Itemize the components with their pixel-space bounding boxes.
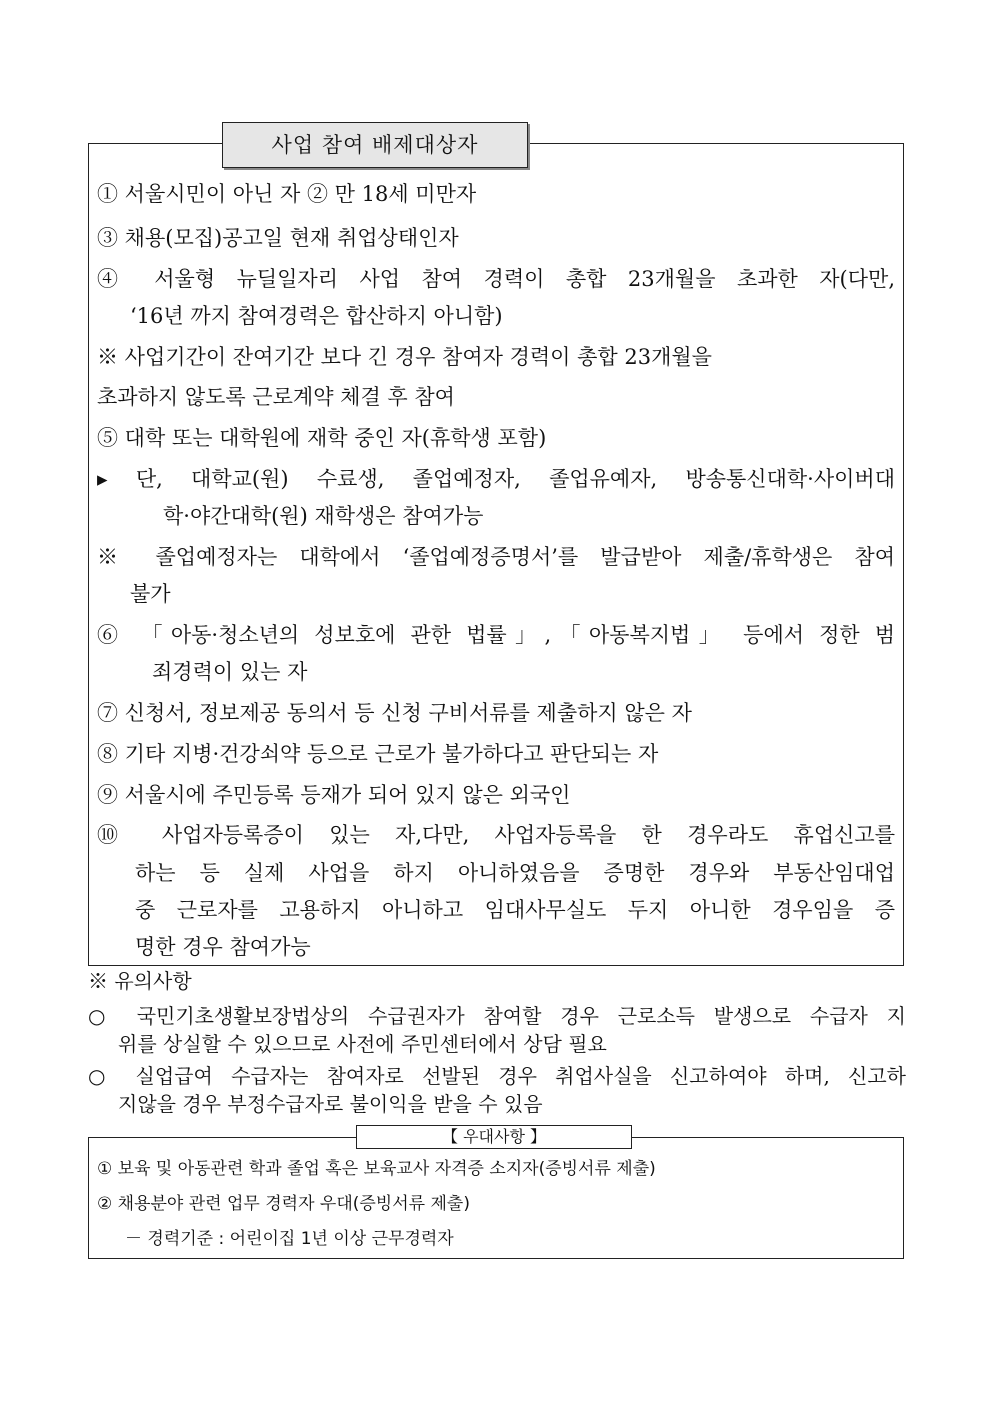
exclusion-line: ④ 서울형 뉴딜일자리 사업 참여 경력이 총합 23개월을 초과한 자(다만, [97,267,895,291]
exclusion-line: ⑩ 사업자등록증이 있는 자,다만, 사업자등록을 한 경우라도 휴업신고를 [97,823,895,847]
exclusion-line: ‘16년 까지 참여경력은 합산하지 아니함) [130,304,503,328]
exclusion-line: 죄경력이 있는 자 [152,660,308,684]
exclusion-line: 하는 등 실제 사업을 하지 아니하였음을 증명한 경우와 부동산임대업 [135,861,895,885]
exclusion-line: 초과하지 않도록 근로계약 체결 후 참여 [97,385,455,409]
exclusion-line: ① 서울시민이 아닌 자 ② 만 18세 미만자 [97,182,477,206]
exclusion-line: ※ 졸업예정자는 대학에서 ‘졸업예정증명서’를 발급받아 제출/휴학생은 참여 [97,545,895,569]
preference-line: ② 채용분야 관련 업무 경력자 우대(증빙서류 제출) [97,1194,470,1214]
preference-line: － 경력기준 : 어린이집 1년 이상 근무경력자 [125,1229,454,1249]
exclusion-line: ③ 채용(모집)공고일 현재 취업상태인자 [97,226,459,250]
exclusion-line: ⑥ 「아동·청소년의 성보호에 관한 법률」,「아동복지법」 등에서 정한 범 [97,623,895,647]
exclusion-line: ⑤ 대학 또는 대학원에 재학 중인 자(휴학생 포함) [97,426,547,450]
preference-line: ① 보육 및 아동관련 학과 졸업 혹은 보육교사 자격증 소지자(증빙서류 제출) [97,1159,656,1179]
note-line: 지않을 경우 부정수급자로 불이익을 받을 수 있음 [118,1092,543,1116]
exclusion-title: 사업 참여 배제대상자 [222,122,528,168]
exclusion-line: ⑦ 신청서, 정보제공 동의서 등 신청 구비서류를 제출하지 않은 자 [97,701,692,725]
exclusion-line: 불가 [130,582,171,606]
note-line: ○ 국민기초생활보장법상의 수급권자가 참여할 경우 근로소득 발생으로 수급자 지 [88,1004,906,1028]
exclusion-line: ⑧ 기타 지병·건강쇠약 등으로 근로가 불가하다고 판단되는 자 [97,742,659,766]
exclusion-line: 명한 경우 참여가능 [135,935,311,959]
notes-heading: ※ 유의사항 [88,969,192,993]
exclusion-line: ※ 사업기간이 잔여기간 보다 긴 경우 참여자 경력이 총합 23개월을 [97,345,712,369]
exclusion-line: ▸ 단, 대학교(원) 수료생, 졸업예정자, 졸업유예자, 방송통신대학·사이버대 [97,467,895,491]
exclusion-line: ⑨ 서울시에 주민등록 등재가 되어 있지 않은 외국인 [97,783,571,807]
note-line: 위를 상실할 수 있으므로 사전에 주민센터에서 상담 필요 [118,1032,607,1056]
note-line: ○ 실업급여 수급자는 참여자로 선발된 경우 취업사실을 신고하여야 하며, 신고하 [88,1064,906,1088]
exclusion-line: 중 근로자를 고용하지 아니하고 임대사무실도 두지 아니한 경우임을 증 [135,898,895,922]
preference-title: 【 우대사항 】 [356,1125,632,1149]
exclusion-line: 학·야간대학(원) 재학생은 참여가능 [163,504,484,528]
